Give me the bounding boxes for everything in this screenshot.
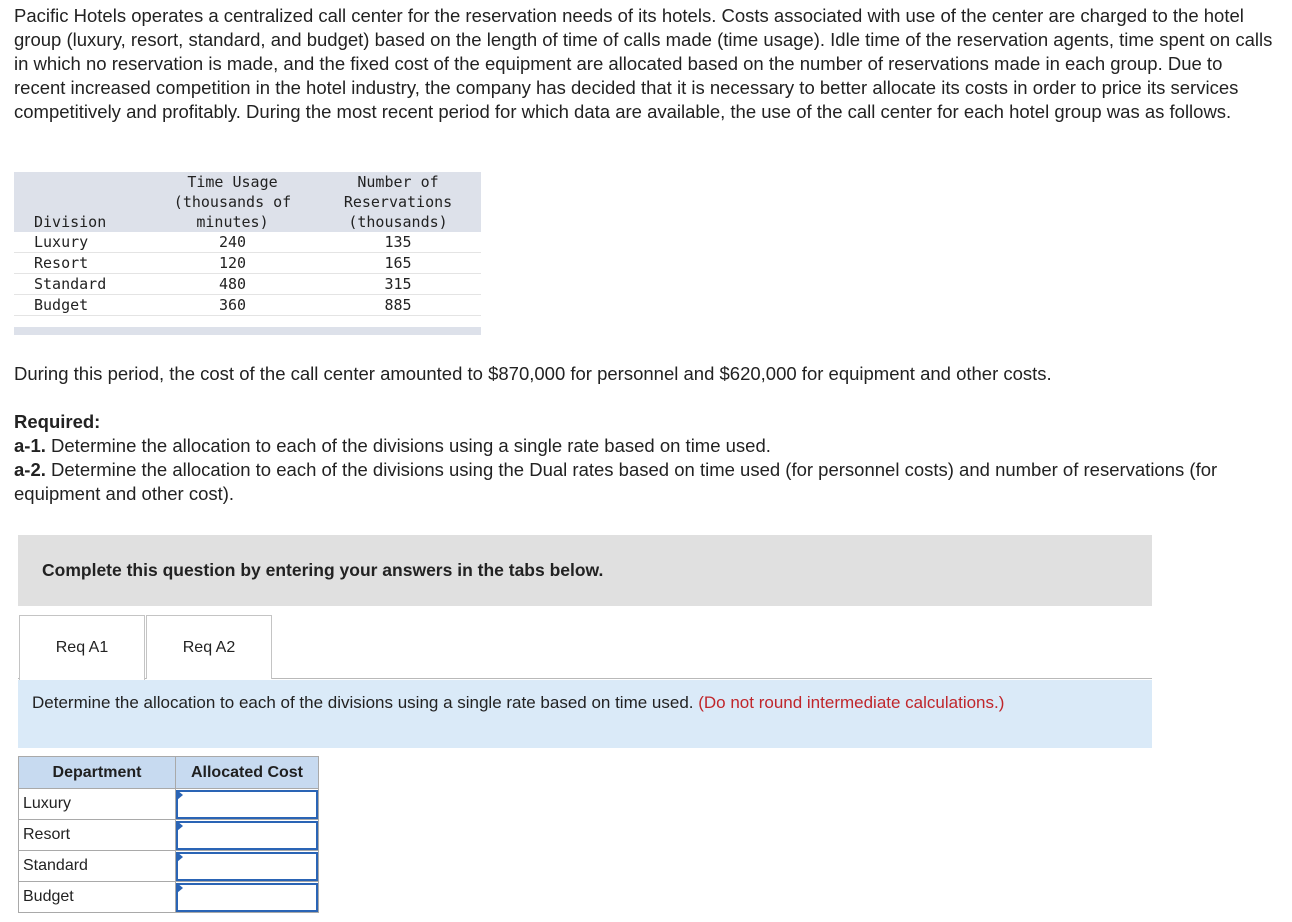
table-row <box>14 295 481 316</box>
input-marker-icon <box>177 852 183 862</box>
tab-req-a1[interactable]: Req A1 <box>19 615 145 680</box>
requirement-a1-label: a-1. <box>14 435 46 456</box>
tab-req-a2[interactable]: Req A2 <box>146 615 272 679</box>
cost-paragraph: During this period, the cost of the call center amounted to $870,000 for personnel and $620,000 for equipment and other costs. <box>14 363 1052 384</box>
header-time-usage: Time Usage (thousands of minutes) <box>150 172 315 232</box>
allocated-cost-cell <box>176 851 319 882</box>
table-row <box>19 882 319 913</box>
division-cell: Standard <box>14 274 150 295</box>
question-note: (Do not round intermediate calculations.) <box>698 693 1005 712</box>
input-marker-icon <box>177 790 183 800</box>
requirement-a1 <box>14 434 1276 458</box>
time-usage-cell: 360 <box>150 295 315 316</box>
allocated-cost-input-resort[interactable] <box>176 821 318 850</box>
question-prompt <box>18 680 1152 748</box>
table-footer-bar <box>14 327 481 335</box>
table-row <box>19 789 319 820</box>
header-division: Division <box>14 172 150 232</box>
required-section <box>14 410 1276 506</box>
time-usage-cell: 120 <box>150 253 315 274</box>
allocated-cost-input-luxury[interactable] <box>176 790 318 819</box>
allocated-cost-input-standard[interactable] <box>176 852 318 881</box>
instruction-banner: Complete this question by entering your answers in the tabs below. <box>18 535 1152 606</box>
problem-intro: Pacific Hotels operates a centralized call center for the reservation needs of its hotels. Costs associated with use of the center are charged to the hotel group (luxury, resort, standard, and budget) based on the length of time of calls made (time usage). Idle time of the reservation agents, time spent on calls in which no reservation is made, and the fixed cost of the equipment are allocated based on the number of reservations made in each group. Due to recent increased competition in the hotel industry, the company has decided that it is necessary to better allocate its costs in order to price its services competitively and profitably. During the most recent period for which data are available, the use of the call center for each hotel group was as follows. <box>14 5 1273 122</box>
header-reservations: Number of Reservations (thousands) <box>315 172 481 232</box>
division-cell: Budget <box>14 295 150 316</box>
allocated-cost-cell <box>176 789 319 820</box>
table-row <box>19 820 319 851</box>
requirement-a2-label: a-2. <box>14 459 46 480</box>
division-cell: Resort <box>14 253 150 274</box>
header-department: Department <box>19 757 176 789</box>
table-row <box>14 253 481 274</box>
requirement-a2-text: Determine the allocation to each of the divisions using the Dual rates based on time used (for personnel costs) and number of reservations (for equipment and other cost). <box>14 459 1218 504</box>
reservations-cell: 315 <box>315 274 481 295</box>
department-cell: Budget <box>19 882 176 913</box>
table-row <box>14 232 481 253</box>
time-usage-cell: 240 <box>150 232 315 253</box>
time-usage-cell: 480 <box>150 274 315 295</box>
allocated-cost-cell <box>176 882 319 913</box>
requirement-tabs <box>18 615 1152 679</box>
reservations-cell: 885 <box>315 295 481 316</box>
department-cell: Standard <box>19 851 176 882</box>
required-title: Required: <box>14 411 101 432</box>
table-row <box>19 851 319 882</box>
input-marker-icon <box>177 821 183 831</box>
department-cell: Luxury <box>19 789 176 820</box>
answer-table <box>18 756 319 913</box>
input-marker-icon <box>177 883 183 893</box>
requirement-a1-text: Determine the allocation to each of the divisions using a single rate based on time used. <box>45 435 771 456</box>
usage-table <box>14 172 481 316</box>
reservations-cell: 165 <box>315 253 481 274</box>
allocated-cost-cell <box>176 820 319 851</box>
usage-table-container <box>14 172 481 335</box>
header-allocated-cost: Allocated Cost <box>176 757 319 789</box>
allocated-cost-input-budget[interactable] <box>176 883 318 912</box>
reservations-cell: 135 <box>315 232 481 253</box>
requirement-a2 <box>14 458 1276 506</box>
department-cell: Resort <box>19 820 176 851</box>
division-cell: Luxury <box>14 232 150 253</box>
table-row <box>14 274 481 295</box>
question-text: Determine the allocation to each of the divisions using a single rate based on time used. <box>32 693 699 712</box>
